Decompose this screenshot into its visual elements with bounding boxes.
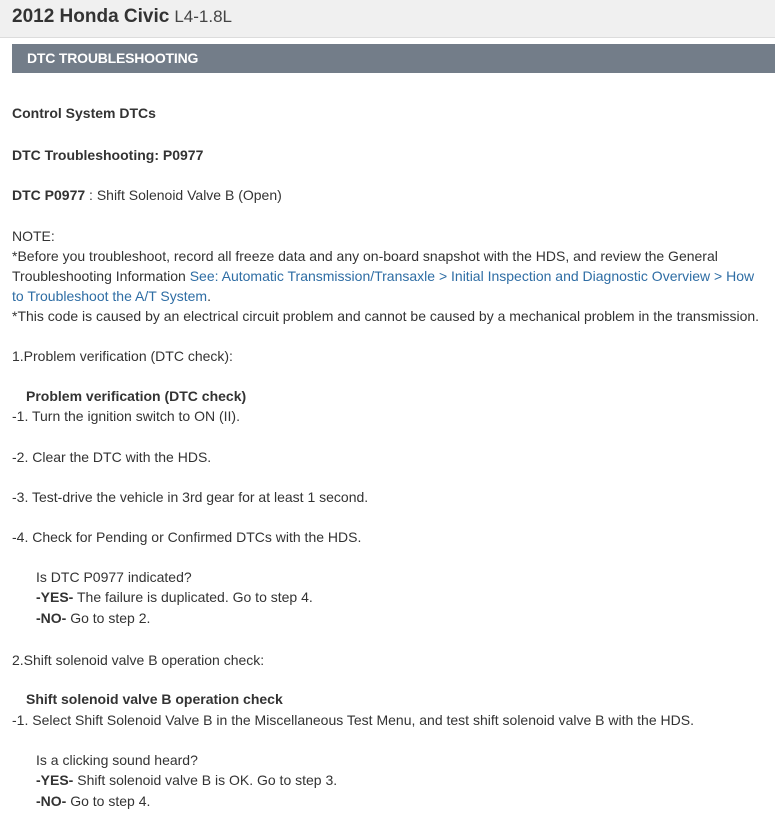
note1-line2 [12,266,754,286]
note1-text: Troubleshooting Information [12,268,190,284]
section-title: DTC TROUBLESHOOTING [27,50,199,66]
step1-subtitle: Problem verification (DTC check) [26,388,247,404]
dtc-code: DTC P0977 [12,187,86,203]
troubleshoot-link-cont[interactable]: to Troubleshoot the A/T System [12,288,208,304]
note1-end: . [207,288,211,304]
step1-item-2: -2. Clear the DTC with the HDS. [12,449,212,465]
troubleshoot-link[interactable]: See: Automatic Transmission/Transaxle > Initial Inspection and Diagnostic Overview > How [189,268,755,284]
step1-title: 1.Problem verification (DTC check): [12,348,233,364]
step2-title: 2.Shift solenoid valve B operation check: [12,652,265,668]
vehicle-engine: L4-1.8L [174,7,233,26]
step1-no [36,608,150,628]
note1-line1: *Before you troubleshoot, record all freeze data and any on-board snapshot with the HDS, and review the General [12,248,718,264]
step1-item-1: -1. Turn the ignition switch to ON (II). [12,408,240,424]
step1-no-text: Go to step 2. [66,610,151,626]
step1-yes-label: -YES- [36,589,74,605]
heading-control-system: Control System DTCs [12,105,156,121]
heading-dtc-troubleshooting: DTC Troubleshooting: P0977 [12,147,204,163]
step2-no-text: Go to step 4. [66,793,151,809]
step1-question: Is DTC P0977 indicated? [36,569,192,585]
step2-no-label: -NO- [36,793,67,809]
dtc-desc: : Shift Solenoid Valve B (Open) [85,187,282,203]
vehicle-make-model: 2012 Honda Civic [12,6,170,27]
step1-yes-text: The failure is duplicated. Go to step 4. [73,589,313,605]
step2-yes [36,770,337,790]
section-header [12,44,775,73]
step1-no-label: -NO- [36,610,67,626]
step2-question: Is a clicking sound heard? [36,752,198,768]
step1-yes [36,587,313,607]
step2-item-1: -1. Select Shift Solenoid Valve B in the Miscellaneous Test Menu, and test shift solenoid valve B with the HDS. [12,712,694,728]
note1-line3 [12,286,211,306]
step1-item-3: -3. Test-drive the vehicle in 3rd gear for at least 1 second. [12,489,369,505]
note2: *This code is caused by an electrical circuit problem and cannot be caused by a mechanical problem in the transmission. [12,308,760,324]
step2-yes-label: -YES- [36,772,74,788]
note-label: NOTE: [12,228,55,244]
vehicle-header [0,0,775,38]
dtc-description [12,185,282,205]
step2-yes-text: Shift solenoid valve B is OK. Go to step 3. [73,772,338,788]
vehicle-title [12,6,232,28]
step1-item-4: -4. Check for Pending or Confirmed DTCs with the HDS. [12,529,362,545]
step2-no [36,791,150,811]
step2-subtitle: Shift solenoid valve B operation check [26,691,283,707]
